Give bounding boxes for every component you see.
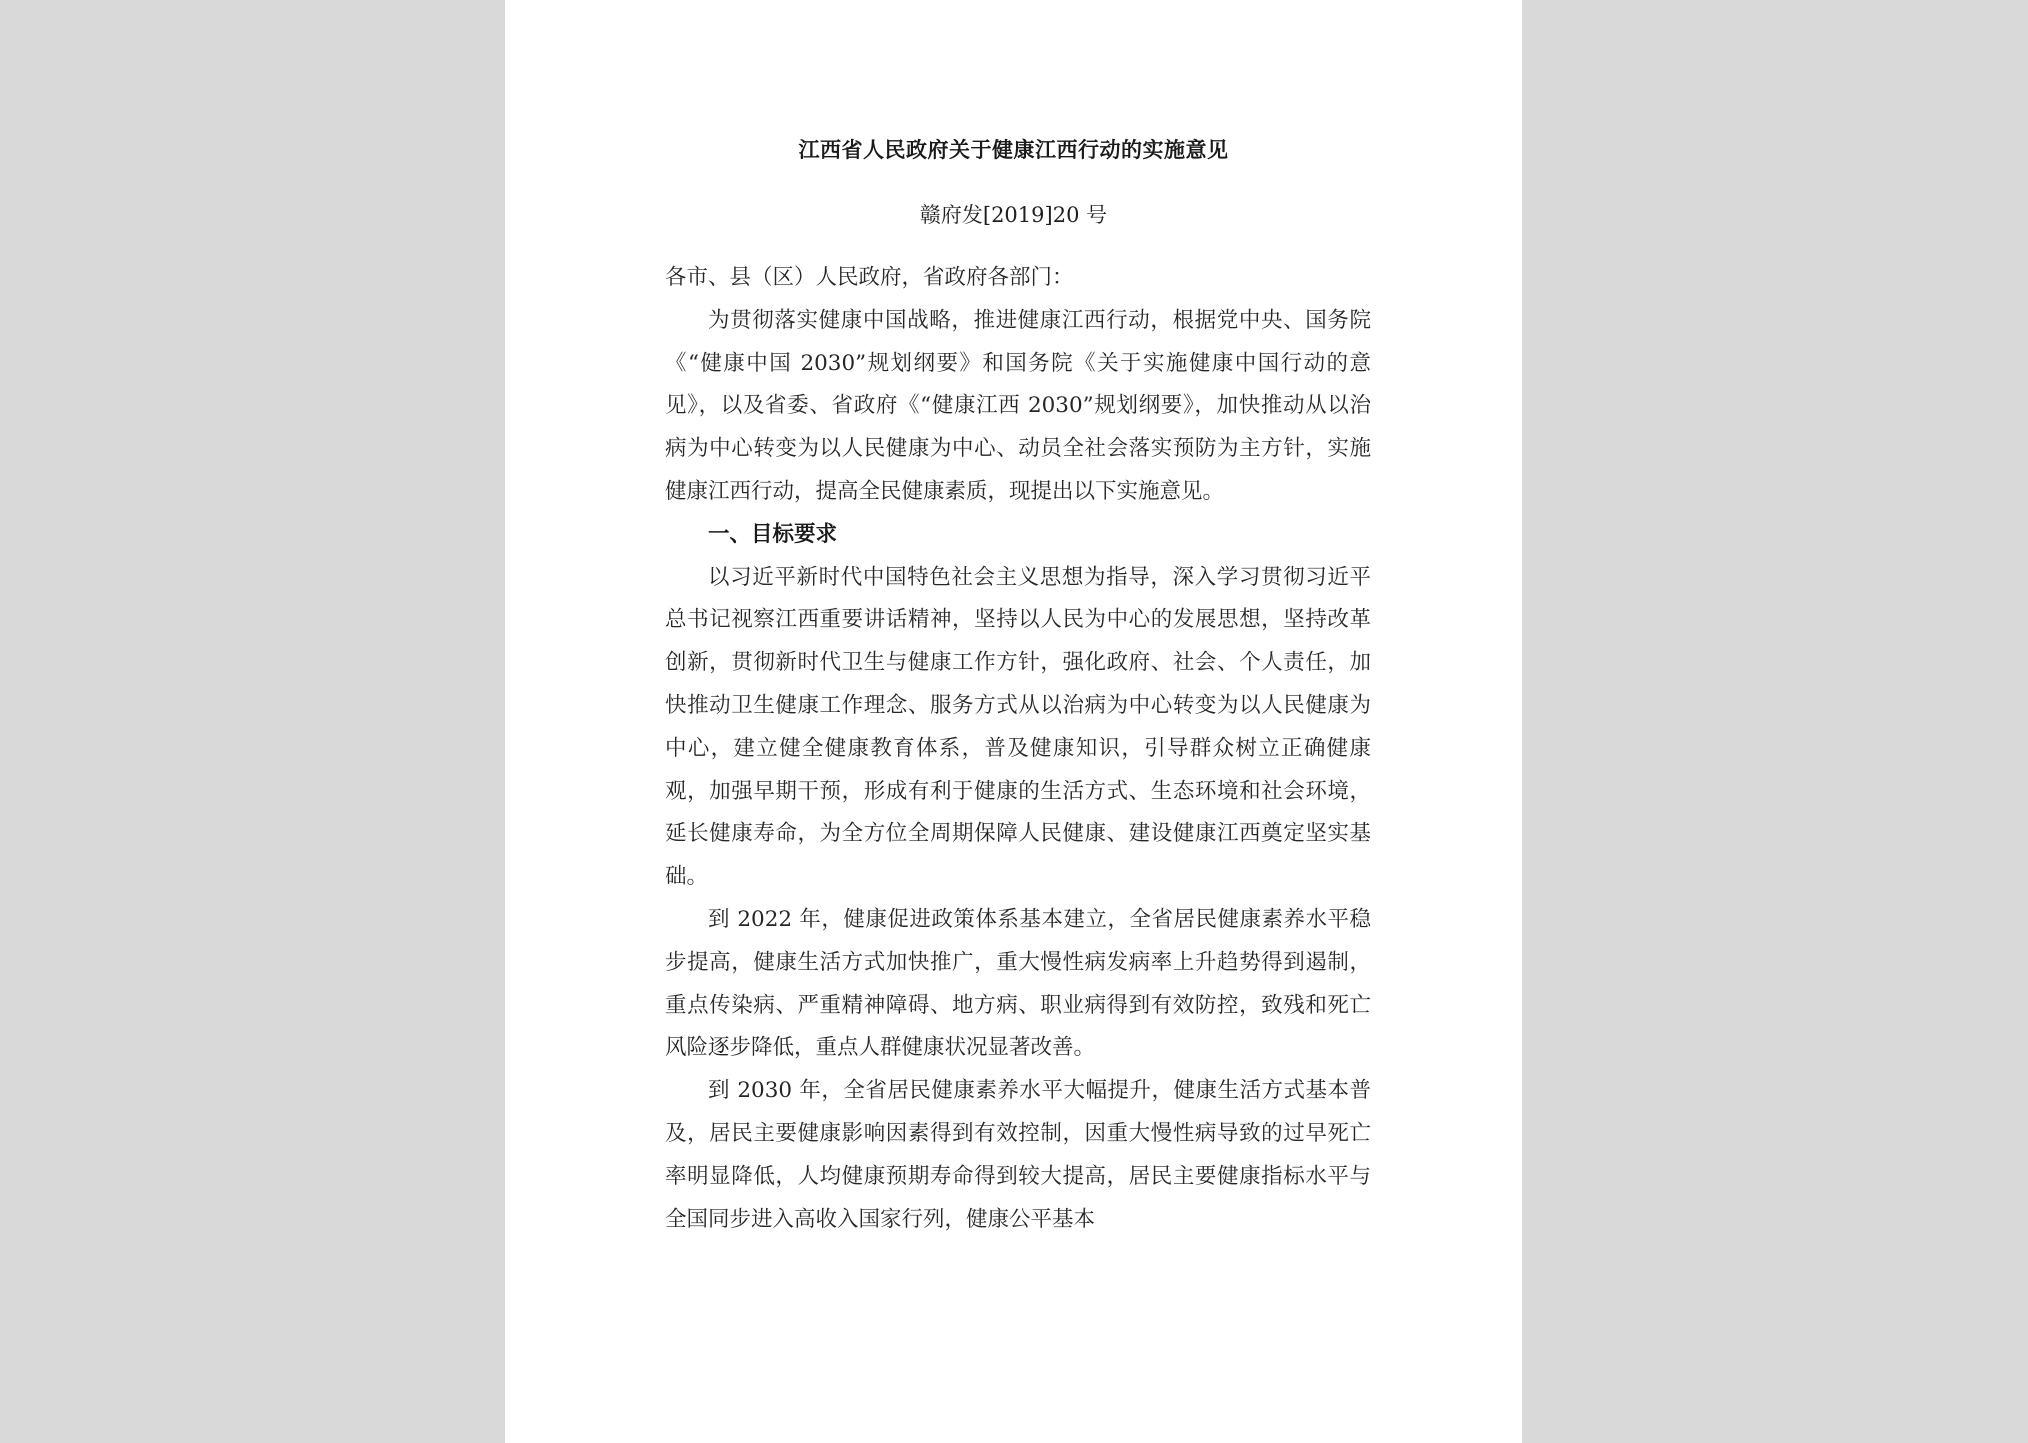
section-heading: 一、目标要求 (708, 521, 838, 547)
paragraph-2030-goal: 到 2030 年，全省居民健康素养水平大幅提升，健康生活方式基本普及，居民主要健康影响因素得到有效控制，因重大慢性病导致的过早死亡率明显降低，人均健康预期寿命得到较大提高，居民主要健康指标水平与全国同步进入高收入国家行列，健康公平基本 (665, 1078, 1371, 1232)
document-page (505, 0, 1522, 1443)
document-number: 赣府发[2019]20 号 (919, 203, 1108, 227)
document-title: 江西省人民政府关于健康江西行动的实施意见 (798, 137, 1229, 162)
paragraph-guiding-principle: 以习近平新时代中国特色社会主义思想为指导，深入学习贯彻习近平总书记视察江西重要讲话精神，坚持以人民为中心的发展思想，坚持改革创新，贯彻新时代卫生与健康工作方针，强化政府、社会、个人责任，加快推动卫生健康工作理念、服务方式从以治病为中心转变为以人民健康为中心，建立健全健康教育体系，普及健康知识，引导群众树立正确健康观，加强早期干预，形成有利于健康的生活方式、生态环境和社会环境，延长健康寿命，为全方位全周期保障人民健康、建设健康江西奠定坚实基础。 (665, 564, 1371, 890)
document-body (665, 257, 1371, 1241)
salutation: 各市、县（区）人民政府，省政府各部门： (665, 265, 1074, 290)
paragraph-intro: 为贯彻落实健康中国战略，推进健康江西行动，根据党中央、国务院《“健康中国 2030”规划纲要》和国务院《关于实施健康中国行动的意见》，以及省委、省政府《“健康江西 2030”规划纲要》，加快推动从以治病为中心转变为以人民健康为中心、动员全社会落实预防为主方针，实施健康江西行动，提高全民健康素质，现提出以下实施意见。 (665, 307, 1371, 504)
paragraph-2022-goal: 到 2022 年，健康促进政策体系基本建立，全省居民健康素养水平稳步提高，健康生活方式加快推广，重大慢性病发病率上升趋势得到遏制，重点传染病、严重精神障碍、地方病、职业病得到有效防控，致残和死亡风险逐步降低，重点人群健康状况显著改善。 (665, 906, 1371, 1061)
